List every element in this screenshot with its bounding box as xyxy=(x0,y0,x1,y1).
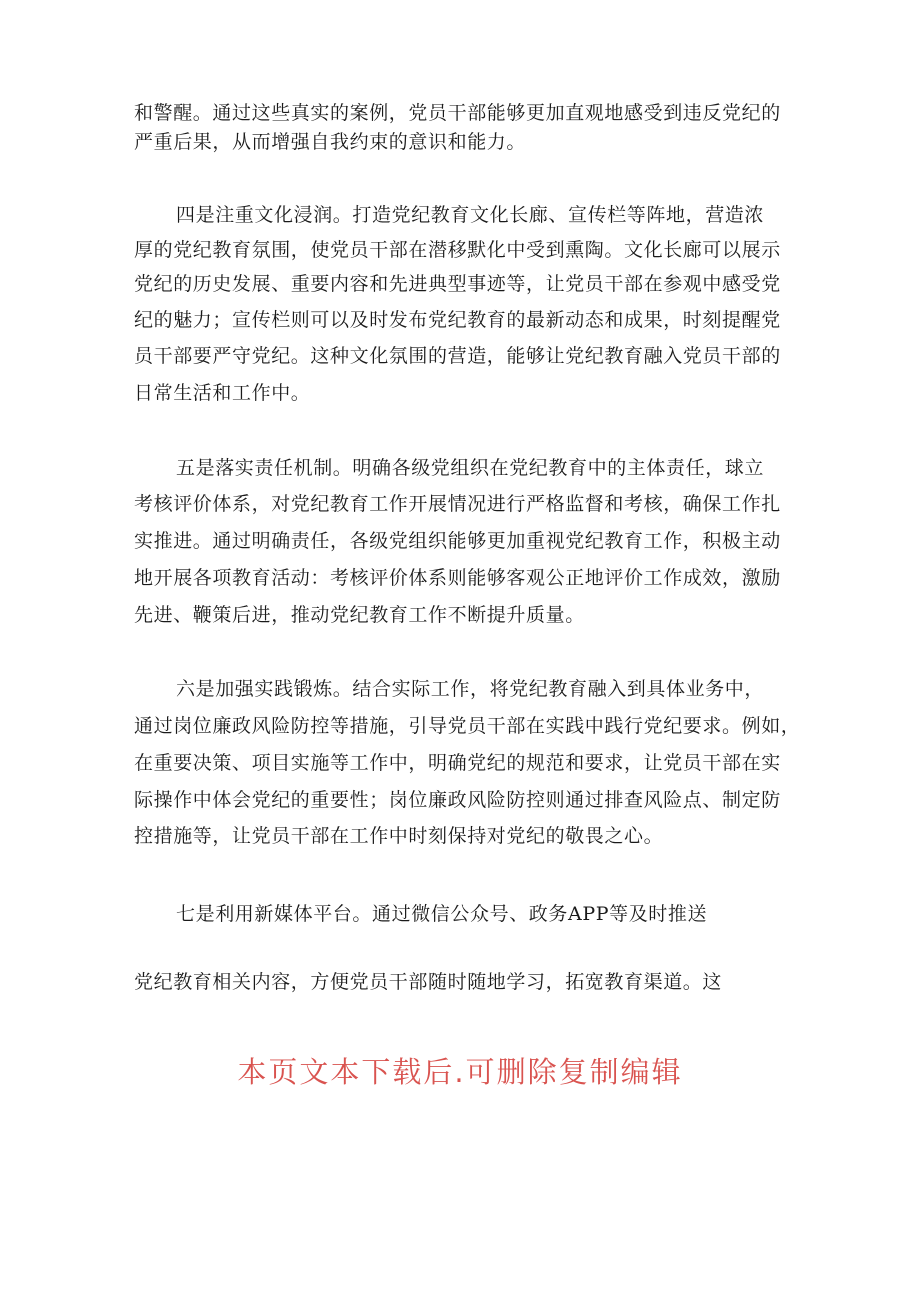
paragraph-line: 先进、鞭策后进，推动党纪教育工作不断提升质量。 xyxy=(134,604,585,626)
paragraph-line: 严重后果，从而增强自我约束的意识和能力。 xyxy=(134,131,527,153)
paragraph-line: 和警醒。通过这些真实的案例，党员干部能够更加直观地感受到违反党纪的 xyxy=(134,102,781,124)
paragraph-line: 五是落实责任机制。明确各级党组织在党纪教育中的主体责任，球立 xyxy=(176,457,765,479)
paragraph-line: 纪的魅力；宣传栏则可以及时发布党纪教育的最新动态和成果，时刻提醒党 xyxy=(134,309,781,331)
paragraph-line: 际操作中体会党纪的重要性；岗位廉政风险防控则通过排查风险点、制定防 xyxy=(134,789,781,811)
paragraph-line: 党纪的历史发展、重要内容和先进典型事迹等，让党员干部在参观中感受党 xyxy=(134,273,781,295)
paragraph-line: 党纪教育相关内容，方便党员干部随时随地学习，拓宽教育渠道。这 xyxy=(134,971,723,993)
paragraph-line: 控措施等，让党员干部在工作中时刻保持对党纪的敬畏之心。 xyxy=(134,825,664,847)
paragraph-line: 六是加强实践锻炼。结合实际工作，将党纪教育融入到具体业务中， xyxy=(176,678,765,700)
paragraph-line: 通过岗位廉政风险防控等措施，引导党员干部在实践中践行党纪要求。例如， xyxy=(134,715,801,737)
paragraph-line: 实推进。通过明确责任，各级党组织能够更加重视党纪教育工作，积极主动 xyxy=(134,530,781,552)
paragraph-line: 日常生活和工作中。 xyxy=(134,382,311,404)
paragraph-line: 地开展各项教育活动：考核评价体系则能够客观公正地评价工作成效，激励 xyxy=(134,567,781,589)
download-edit-notice: 本页文本下载后.可删除复制编辑 xyxy=(237,1055,683,1089)
paragraph-line: 在重要决策、项目实施等工作中，明确党纪的规范和要求，让党员干部在实 xyxy=(134,752,781,774)
paragraph-line: 厚的党纪教育氛围，使党员干部在潜移默化中受到熏陶。文化长廊可以展示 xyxy=(134,239,781,261)
paragraph-line: 考核评价体系，对党纪教育工作开展情况进行严格监督和考核，确保工作扎 xyxy=(134,493,781,515)
paragraph-line: 七是利用新媒体平台。通过微信公众号、政务APP等及时推送 xyxy=(176,903,708,925)
paragraph-line: 四是注重文化浸润。打造党纪教育文化长廊、宣传栏等阵地，营造浓 xyxy=(176,204,765,226)
paragraph-line: 员干部要严守党纪。这种文化氛围的营造，能够让党纪教育融入党员干部的 xyxy=(134,345,781,367)
